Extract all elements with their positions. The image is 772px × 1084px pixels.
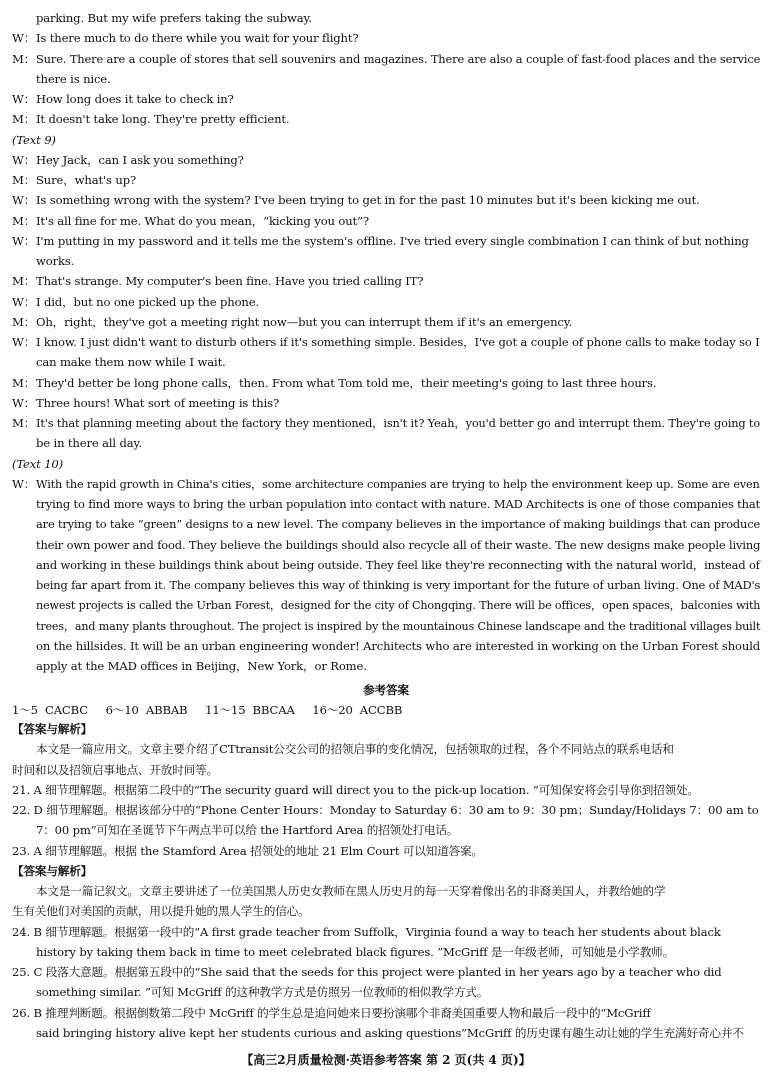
analysis-line bbox=[0, 719, 772, 739]
transcript-text: Sure. There are a couple of stores that sell souvenirs and magazines. There are also a couple of fast-food places and the service bbox=[36, 51, 761, 66]
transcript-text: and working in these buildings think about being outside. They feel like they're reconnecting with the natural world，instead of bbox=[36, 557, 760, 572]
analysis-line bbox=[0, 739, 772, 759]
transcript-text: can make them now while I wait. bbox=[36, 355, 226, 370]
transcript-text: It's that planning meeting about the factory they mentioned，isn't it? Yeah，you'd better go and interrupt them. They're going to bbox=[36, 416, 761, 430]
speaker-label: M： bbox=[12, 375, 36, 390]
speaker-label: M： bbox=[12, 314, 36, 329]
speaker-label: M： bbox=[12, 112, 36, 127]
speaker-label: M： bbox=[12, 173, 36, 187]
speaker-label: W： bbox=[12, 92, 36, 106]
transcript-text: How long does it take to check in? bbox=[36, 92, 234, 106]
transcript-line bbox=[0, 373, 772, 393]
transcript-text: be in there all day. bbox=[36, 436, 142, 451]
transcript-line bbox=[0, 514, 772, 534]
transcript-text: Hey Jack，can I ask you something? bbox=[36, 152, 244, 167]
analysis-line bbox=[0, 922, 772, 942]
transcript-text: trees，and many plants throughout. The project is inspired by the mountainous Chinese landscape and the traditional villages built bbox=[36, 618, 761, 633]
transcript-text: Is there much to do there while you wait for your flight? bbox=[36, 31, 359, 46]
transcript-text: are trying to take “green” designs to a new level. The company believes in the importance of making buildings that can produce bbox=[36, 517, 761, 532]
transcript-line bbox=[0, 8, 772, 28]
transcript-line bbox=[0, 636, 772, 656]
transcript-line bbox=[0, 494, 772, 514]
analysis-heading: 【答案与解析】 bbox=[12, 722, 93, 736]
transcript-line bbox=[0, 271, 772, 291]
transcript-line bbox=[0, 616, 772, 636]
analysis-line bbox=[0, 1003, 772, 1023]
analysis-text: 本文是一篇记叙文。文章主要讲述了一位美国黑人历史女教师在黑人历史月的每一天穿着像出名的非裔美国人，并教给她的学 bbox=[36, 884, 666, 898]
transcript-text: It doesn't take long. They're pretty efficient. bbox=[36, 112, 290, 127]
transcript-text: their own power and food. They believe the buildings should also recycle all of their waste. The new designs make people living bbox=[36, 537, 761, 552]
analysis-text: 本文是一篇应用文。文章主要介绍了CTtransit公交公司的招领启事的变化情况，包括领取的过程，各个不同站点的联系电话和 bbox=[36, 742, 674, 757]
transcript-line bbox=[0, 312, 772, 332]
analysis-heading: 【答案与解析】 bbox=[12, 863, 93, 878]
text-section-label: (Text 9) bbox=[12, 132, 56, 147]
speaker-label: M： bbox=[12, 51, 36, 66]
transcript-text: parking. But my wife prefers taking the subway. bbox=[36, 11, 312, 25]
transcript-line bbox=[0, 231, 772, 251]
transcript-text: Is something wrong with the system? I've been trying to get in for the past 10 minutes but it's been kicking me out. bbox=[36, 193, 700, 208]
transcript-text: on the hillsides. It will be an urban engineering wonder! Architects who are interested in working on the Urban Forest should bbox=[36, 638, 761, 653]
analysis-line bbox=[0, 800, 772, 820]
analysis-text: 25. C 段落大意题。根据第五段中的“She said that the seeds for this project were planted in her years ago by a teacher who did bbox=[12, 965, 722, 979]
analysis-line bbox=[0, 841, 772, 861]
speaker-label: W： bbox=[12, 152, 36, 167]
analysis-line bbox=[0, 901, 772, 921]
transcript-text: being far apart from it. The company believes this way of thinking is very important for the future of urban living. One of MAD's bbox=[36, 578, 761, 592]
transcript-line bbox=[0, 575, 772, 595]
transcript-line bbox=[0, 89, 772, 109]
answers-heading: 参考答案 bbox=[363, 683, 409, 697]
analysis-line bbox=[0, 881, 772, 901]
transcript-line bbox=[0, 170, 772, 190]
transcript-line bbox=[0, 292, 772, 312]
transcript-line bbox=[0, 352, 772, 372]
transcript-text: Sure，what's up? bbox=[36, 173, 137, 187]
transcript-text: trying to find more ways to bring the urban population into contact with nature. MAD Architects is one of those companies that bbox=[36, 497, 760, 511]
text-section-label: (Text 10) bbox=[12, 456, 64, 471]
analysis-text: 生有关他们对美国的贡献，用以提升她的黑人学生的信心。 bbox=[12, 904, 310, 919]
analysis-text: 21. A 细节理解题。根据第二段中的“The security guard will direct you to the pick-up location. ”可知保安将会引导你到招领处。 bbox=[12, 782, 699, 797]
answer-key-row: 1～5 CACBC 6～10 ABBAB 11～15 BBCAA 16～20 ACCBB bbox=[12, 703, 403, 717]
transcript-line bbox=[0, 332, 772, 352]
transcript-text: apply at the MAD offices in Beijing，New York，or Rome. bbox=[36, 659, 367, 673]
speaker-label: M： bbox=[12, 274, 36, 289]
transcript-line bbox=[0, 656, 772, 676]
transcript-line bbox=[0, 69, 772, 89]
transcript-line bbox=[0, 150, 772, 170]
analysis-line bbox=[0, 942, 772, 962]
transcript-line bbox=[0, 433, 772, 453]
transcript-line bbox=[0, 413, 772, 433]
transcript-text: Three hours! What sort of meeting is this? bbox=[36, 395, 280, 410]
transcript-line bbox=[0, 109, 772, 129]
analysis-text: 22. D 细节理解题。根据该部分中的“Phone Center Hours：Monday to Saturday 6：30 am to 9：30 pm；Sunday/Holidays 7：00 am to bbox=[12, 803, 759, 817]
analysis-line bbox=[0, 820, 772, 840]
transcript-text: That's strange. My computer's been fine. Have you tried calling IT? bbox=[36, 274, 424, 289]
transcript-line bbox=[0, 595, 772, 615]
transcript-text: I know. I just didn't want to disturb others if it's something simple. Besides，I've got a couple of phone calls to make today so I bbox=[36, 335, 760, 349]
answer-key bbox=[0, 700, 772, 720]
transcript-text: With the rapid growth in China's cities，some architecture companies are trying to help the environment keep up. Some are even bbox=[36, 476, 760, 491]
transcript-line bbox=[0, 555, 772, 575]
analysis-text: 24. B 细节理解题。根据第一段中的“A first grade teacher from Suffolk，Virginia found a way to teach her students about black bbox=[12, 924, 721, 939]
analysis-text: 时间和以及招领启事地点、开放时间等。 bbox=[12, 762, 218, 777]
transcript-line bbox=[0, 28, 772, 48]
speaker-label: M： bbox=[12, 416, 36, 430]
transcript-line bbox=[0, 535, 772, 555]
analysis-text: 7：00 pm”可知在圣诞节下午两点半可以给 the Hartford Area 的招领处打电话。 bbox=[36, 823, 459, 838]
analysis-line bbox=[0, 1023, 772, 1043]
speaker-label: W： bbox=[12, 335, 36, 349]
analysis-text: 26. B 推理判断题。根据倒数第二段中 McGriff 的学生总是追问她来日要扮演哪个非裔美国重要人物和最后一段中的“McGriff bbox=[12, 1005, 651, 1020]
analysis-line bbox=[0, 962, 772, 982]
transcript-line bbox=[0, 49, 772, 69]
speaker-label: W： bbox=[12, 294, 36, 309]
transcript-text: It's all fine for me. What do you mean，“kicking you out”? bbox=[36, 213, 369, 228]
transcript-line bbox=[0, 211, 772, 231]
speaker-label: W： bbox=[12, 395, 36, 410]
transcript-line bbox=[0, 190, 772, 210]
transcript-line bbox=[0, 251, 772, 271]
analysis-line bbox=[0, 780, 772, 800]
transcript-line bbox=[0, 393, 772, 413]
transcript-line bbox=[0, 454, 772, 474]
transcript-text: I'm putting in my password and it tells me the system's offline. I've tried every single combination I can think of but nothing bbox=[36, 233, 749, 248]
transcript-text: Oh，right，they've got a meeting right now—but you can interrupt them if it's an emergency. bbox=[36, 314, 573, 329]
analysis-line bbox=[0, 760, 772, 780]
transcript-line bbox=[0, 130, 772, 150]
speaker-label: M： bbox=[12, 213, 36, 228]
transcript-text: They'd better be long phone calls，then. From what Tom told me，their meeting's going to last three hours. bbox=[36, 375, 657, 390]
transcript-line bbox=[0, 474, 772, 494]
speaker-label: W： bbox=[12, 233, 36, 248]
speaker-label: W： bbox=[12, 476, 36, 491]
analysis-text: said bringing history alive kept her students curious and asking questions”McGriff 的历史课有趣生动让她的学生充满好奇心并不 bbox=[36, 1025, 744, 1040]
transcript-text: there is nice. bbox=[36, 71, 111, 86]
analysis-line bbox=[0, 982, 772, 1002]
page-footer: 【高三2月质量检测·英语参考答案 第 2 页(共 4 页)】 bbox=[241, 1053, 531, 1067]
analysis-line bbox=[0, 861, 772, 881]
speaker-label: W： bbox=[12, 31, 36, 46]
transcript-text: newest projects is called the Urban Forest，designed for the city of Chongqing. There will be offices，open spaces，balconies with bbox=[36, 598, 761, 613]
analysis-text: 23. A 细节理解题。根据 the Stamford Area 招领处的地址 21 Elm Court 可以知道答案。 bbox=[12, 843, 483, 858]
transcript-text: works. bbox=[36, 254, 75, 268]
analysis-text: history by taking them back in time to meet celebrated black figures. ”McGriff 是一年级老师，可知她是小学教师。 bbox=[36, 944, 675, 959]
analysis-text: something similar. ”可知 McGriff 的这种教学方式是仿照另一位教师的相似教学方式。 bbox=[36, 985, 489, 1000]
speaker-label: W： bbox=[12, 193, 36, 208]
transcript-text: I did，but no one picked up the phone. bbox=[36, 294, 259, 309]
